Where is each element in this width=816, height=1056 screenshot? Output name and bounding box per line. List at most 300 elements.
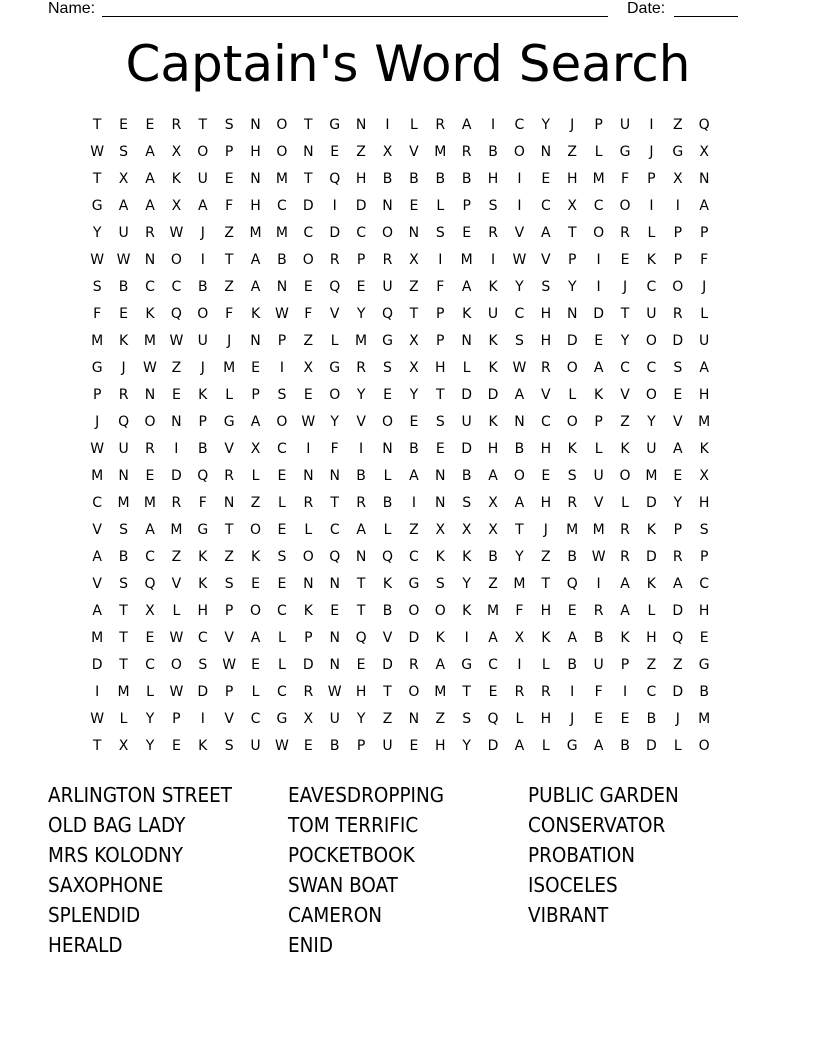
- grid-letter: Z: [409, 279, 419, 295]
- grid-letter: I: [490, 117, 496, 133]
- grid-letter: C: [540, 414, 551, 430]
- grid-letter: X: [672, 171, 683, 187]
- grid-letter: R: [488, 225, 498, 241]
- grid-letter: Y: [673, 495, 683, 511]
- grid-letter: A: [145, 144, 155, 160]
- grid-letter: N: [408, 225, 420, 241]
- grid-letter: E: [435, 441, 445, 457]
- grid-letter: K: [594, 387, 604, 403]
- grid-letter: O: [513, 468, 525, 484]
- grid-letter: L: [146, 684, 154, 700]
- grid-letter: O: [276, 414, 288, 430]
- grid-letter: E: [303, 387, 313, 403]
- grid-letter: M: [91, 333, 104, 349]
- name-label: Name:: [48, 0, 96, 17]
- grid-letter: X: [250, 441, 261, 457]
- grid-letter: P: [462, 198, 471, 214]
- grid-letter: T: [567, 225, 577, 241]
- grid-letter: X: [303, 711, 314, 727]
- grid-letter: C: [277, 684, 287, 700]
- grid-letter: C: [646, 684, 657, 700]
- grid-letter: S: [541, 279, 551, 295]
- grid-letter: S: [277, 387, 287, 403]
- grid-letter: Z: [409, 522, 419, 538]
- word-list-item: MRS KOLODNY: [48, 843, 183, 867]
- grid-letter: S: [515, 333, 524, 349]
- grid-letter: D: [593, 306, 604, 322]
- grid-letter: E: [251, 360, 260, 376]
- grid-letter: N: [540, 144, 552, 160]
- grid-letter: V: [541, 252, 551, 268]
- grid-letter: W: [169, 630, 184, 646]
- grid-letter: J: [649, 144, 654, 160]
- grid-letter: T: [462, 684, 471, 700]
- grid-letter: I: [95, 684, 100, 700]
- grid-letter: N: [171, 414, 182, 430]
- grid-letter: T: [330, 495, 339, 511]
- grid-letter: R: [672, 306, 683, 322]
- grid-letter: P: [224, 603, 234, 619]
- grid-letter: T: [515, 522, 524, 538]
- grid-letter: X: [382, 144, 393, 160]
- grid-letter: W: [301, 414, 316, 430]
- grid-letter: P: [251, 387, 260, 403]
- grid-letter: I: [464, 630, 469, 646]
- grid-letter: E: [251, 576, 260, 592]
- grid-letter: D: [672, 603, 684, 619]
- grid-letter: L: [251, 684, 260, 700]
- date-field-line[interactable]: [674, 0, 738, 17]
- grid-letter: C: [593, 198, 604, 214]
- grid-letter: P: [647, 171, 656, 187]
- grid-letter: W: [169, 225, 184, 241]
- grid-letter: P: [699, 225, 709, 241]
- grid-letter: Z: [672, 117, 683, 133]
- grid-letter: E: [171, 738, 181, 754]
- grid-letter: K: [699, 441, 709, 457]
- grid-letter: M: [592, 522, 605, 538]
- grid-letter: V: [92, 576, 102, 592]
- grid-letter: X: [145, 603, 155, 619]
- word-list-item: SWAN BOAT: [288, 873, 398, 897]
- grid-letter: K: [198, 576, 208, 592]
- grid-letter: O: [302, 252, 314, 268]
- grid-letter: K: [646, 576, 656, 592]
- grid-letter: P: [356, 252, 366, 268]
- grid-letter: R: [435, 117, 446, 133]
- word-list-item: HERALD: [48, 933, 123, 957]
- grid-letter: P: [673, 225, 683, 241]
- grid-letter: D: [197, 684, 209, 700]
- letter-grid: [84, 112, 717, 760]
- grid-letter: E: [462, 225, 472, 241]
- grid-letter: E: [673, 387, 683, 403]
- grid-letter: N: [355, 549, 367, 565]
- grid-letter: D: [329, 225, 341, 241]
- grid-letter: L: [621, 495, 629, 511]
- grid-letter: E: [303, 279, 313, 295]
- grid-letter: Y: [462, 576, 471, 592]
- grid-letter: D: [646, 549, 657, 565]
- grid-letter: S: [462, 711, 472, 727]
- grid-letter: I: [596, 252, 601, 268]
- grid-letter: A: [145, 522, 155, 538]
- grid-letter: V: [224, 630, 234, 646]
- grid-letter: Q: [144, 576, 156, 592]
- grid-letter: U: [250, 738, 261, 754]
- worksheet-header: [48, 0, 748, 20]
- grid-letter: A: [461, 117, 472, 133]
- grid-letter: M: [645, 468, 658, 484]
- grid-letter: O: [513, 144, 525, 160]
- grid-letter: G: [408, 576, 420, 592]
- grid-letter: P: [568, 252, 577, 268]
- grid-letter: E: [594, 333, 604, 349]
- grid-letter: J: [675, 711, 680, 727]
- grid-letter: Q: [329, 549, 341, 565]
- date-label: Date:: [627, 0, 666, 17]
- grid-letter: D: [408, 630, 420, 646]
- grid-letter: T: [224, 252, 234, 268]
- grid-letter: O: [329, 387, 341, 403]
- grid-letter: W: [90, 711, 105, 727]
- grid-letter: N: [144, 252, 156, 268]
- grid-letter: A: [593, 360, 604, 376]
- grid-letter: I: [200, 711, 205, 727]
- name-field-line[interactable]: [102, 0, 608, 17]
- grid-letter: L: [568, 387, 577, 403]
- grid-letter: K: [462, 549, 472, 565]
- grid-letter: H: [540, 441, 552, 457]
- grid-letter: C: [197, 630, 208, 646]
- grid-letter: F: [594, 684, 603, 700]
- grid-letter: T: [541, 576, 551, 592]
- grid-letter: Y: [462, 738, 471, 754]
- grid-letter: B: [488, 144, 498, 160]
- grid-letter: A: [567, 630, 578, 646]
- grid-letter: S: [92, 279, 102, 295]
- grid-letter: E: [145, 117, 155, 133]
- grid-letter: P: [224, 684, 234, 700]
- grid-letter: B: [461, 171, 472, 187]
- grid-letter: U: [699, 333, 710, 349]
- grid-letter: K: [488, 414, 498, 430]
- grid-letter: H: [250, 198, 261, 214]
- grid-letter: W: [591, 549, 606, 565]
- grid-letter: A: [541, 225, 551, 241]
- grid-letter: L: [383, 468, 392, 484]
- grid-letter: K: [620, 441, 630, 457]
- grid-letter: T: [409, 306, 419, 322]
- grid-letter: S: [224, 738, 234, 754]
- grid-letter: N: [303, 468, 314, 484]
- grid-letter: K: [198, 387, 208, 403]
- grid-letter: I: [596, 279, 601, 295]
- grid-letter: H: [197, 603, 209, 619]
- grid-letter: S: [567, 468, 577, 484]
- grid-letter: N: [144, 387, 156, 403]
- grid-letter: G: [91, 360, 103, 376]
- grid-letter: A: [514, 495, 525, 511]
- grid-letter: I: [438, 252, 443, 268]
- grid-letter: X: [699, 468, 709, 484]
- word-column: [48, 780, 288, 960]
- grid-letter: D: [461, 387, 473, 403]
- grid-letter: O: [408, 684, 420, 700]
- grid-letter: Q: [329, 279, 341, 295]
- grid-letter: S: [277, 549, 287, 565]
- word-list-item: POCKETBOOK: [288, 843, 415, 867]
- grid-letter: K: [646, 252, 656, 268]
- grid-letter: A: [593, 738, 604, 754]
- grid-letter: D: [91, 657, 103, 673]
- grid-letter: Y: [541, 117, 551, 133]
- grid-letter: T: [304, 117, 313, 133]
- word-list-item: PUBLIC GARDEN: [528, 783, 679, 807]
- grid-letter: K: [462, 306, 472, 322]
- grid-letter: H: [698, 603, 710, 619]
- grid-letter: M: [249, 225, 262, 241]
- grid-letter: D: [170, 468, 182, 484]
- grid-letter: N: [355, 117, 367, 133]
- grid-letter: L: [409, 117, 418, 133]
- grid-letter: O: [170, 252, 182, 268]
- grid-letter: M: [566, 522, 579, 538]
- grid-letter: Y: [356, 387, 366, 403]
- grid-letter: Q: [487, 711, 499, 727]
- grid-letter: V: [224, 441, 234, 457]
- grid-letter: R: [303, 684, 314, 700]
- grid-letter: K: [145, 306, 155, 322]
- grid-letter: C: [277, 603, 287, 619]
- grid-letter: N: [250, 117, 261, 133]
- grid-letter: R: [620, 522, 630, 538]
- grid-letter: B: [409, 171, 419, 187]
- grid-letter: A: [197, 198, 208, 214]
- grid-letter: U: [118, 225, 129, 241]
- grid-letter: P: [594, 117, 603, 133]
- grid-letter: Q: [566, 576, 578, 592]
- grid-letter: V: [514, 225, 525, 241]
- grid-letter: L: [330, 333, 339, 349]
- grid-letter: J: [200, 225, 205, 241]
- grid-letter: J: [121, 360, 126, 376]
- grid-letter: F: [436, 279, 445, 295]
- grid-letter: F: [198, 495, 207, 511]
- grid-letter: W: [143, 360, 157, 376]
- grid-letter: B: [356, 468, 366, 484]
- grid-letter: Y: [356, 711, 366, 727]
- grid-letter: W: [116, 252, 131, 268]
- grid-letter: H: [355, 684, 367, 700]
- grid-letter: E: [620, 711, 630, 727]
- grid-letter: H: [540, 495, 552, 511]
- grid-letter: N: [435, 495, 446, 511]
- grid-letter: X: [171, 198, 182, 214]
- grid-letter: G: [329, 117, 341, 133]
- grid-letter: X: [118, 171, 129, 187]
- grid-letter: B: [620, 738, 630, 754]
- grid-letter: K: [646, 522, 656, 538]
- grid-letter: Q: [672, 630, 684, 646]
- grid-letter: A: [488, 630, 498, 646]
- grid-letter: U: [382, 738, 393, 754]
- grid-letter: A: [514, 738, 525, 754]
- grid-letter: L: [515, 711, 524, 727]
- word-list-item: PROBATION: [528, 843, 636, 867]
- grid-letter: T: [383, 684, 392, 700]
- grid-letter: P: [356, 738, 366, 754]
- grid-letter: I: [174, 441, 179, 457]
- grid-letter: T: [356, 576, 366, 592]
- grid-letter: R: [461, 144, 472, 160]
- word-list-item: ARLINGTON STREET: [48, 783, 232, 807]
- grid-letter: Z: [488, 576, 498, 592]
- grid-letter: M: [513, 576, 526, 592]
- grid-letter: L: [700, 306, 709, 322]
- grid-letter: D: [487, 738, 499, 754]
- grid-letter: N: [382, 198, 393, 214]
- grid-letter: K: [567, 441, 577, 457]
- grid-letter: U: [382, 279, 393, 295]
- grid-letter: Q: [381, 306, 393, 322]
- grid-letter: J: [570, 117, 575, 133]
- grid-letter: I: [306, 441, 311, 457]
- grid-letter: T: [92, 738, 102, 754]
- grid-letter: B: [197, 279, 208, 295]
- grid-letter: Q: [355, 630, 367, 646]
- grid-letter: A: [250, 630, 261, 646]
- grid-letter: C: [514, 306, 525, 322]
- grid-letter: D: [566, 333, 578, 349]
- grid-letter: F: [515, 603, 524, 619]
- grid-letter: T: [92, 171, 102, 187]
- grid-letter: Y: [647, 414, 656, 430]
- word-list-item: TOM TERRIFIC: [288, 813, 419, 837]
- grid-letter: B: [488, 549, 498, 565]
- word-column: [528, 780, 768, 960]
- grid-letter: K: [488, 333, 498, 349]
- grid-letter: H: [487, 441, 499, 457]
- grid-letter: A: [250, 414, 261, 430]
- grid-letter: E: [594, 711, 604, 727]
- grid-letter: L: [278, 657, 286, 673]
- grid-letter: A: [250, 279, 261, 295]
- grid-letter: G: [619, 144, 631, 160]
- grid-letter: X: [488, 495, 498, 511]
- grid-letter: A: [409, 468, 419, 484]
- grid-letter: Y: [330, 414, 339, 430]
- grid-letter: U: [487, 306, 499, 322]
- grid-letter: C: [145, 657, 155, 673]
- grid-letter: L: [594, 144, 603, 160]
- grid-letter: E: [541, 171, 551, 187]
- grid-letter: D: [487, 387, 499, 403]
- grid-letter: I: [332, 198, 337, 214]
- grid-letter: T: [198, 117, 208, 133]
- grid-letter: C: [277, 441, 287, 457]
- grid-letter: O: [197, 144, 209, 160]
- grid-letter: S: [119, 144, 129, 160]
- grid-letter: V: [92, 522, 102, 538]
- grid-letter: L: [278, 630, 286, 646]
- grid-letter: B: [409, 441, 419, 457]
- grid-letter: Y: [409, 387, 419, 403]
- grid-letter: I: [359, 441, 364, 457]
- grid-letter: S: [224, 117, 234, 133]
- grid-letter: L: [278, 495, 286, 511]
- grid-letter: I: [622, 684, 628, 700]
- grid-letter: J: [95, 414, 100, 430]
- grid-letter: J: [227, 333, 232, 349]
- grid-letter: O: [593, 225, 605, 241]
- grid-letter: A: [92, 549, 102, 565]
- grid-letter: C: [303, 225, 314, 241]
- grid-letter: V: [382, 630, 393, 646]
- grid-letter: V: [620, 387, 630, 403]
- grid-letter: I: [517, 657, 522, 673]
- grid-letter: S: [119, 522, 129, 538]
- grid-letter: A: [145, 171, 155, 187]
- grid-letter: K: [541, 630, 551, 646]
- grid-letter: N: [566, 306, 578, 322]
- grid-letter: R: [118, 387, 129, 403]
- grid-letter: J: [200, 360, 205, 376]
- grid-letter: M: [117, 684, 130, 700]
- grid-letter: T: [119, 657, 128, 673]
- grid-letter: I: [411, 495, 416, 511]
- page-title: Captain's Word Search: [125, 35, 691, 93]
- grid-letter: Y: [145, 738, 155, 754]
- grid-letter: X: [118, 738, 129, 754]
- grid-letter: I: [490, 252, 496, 268]
- grid-letter: X: [171, 144, 182, 160]
- grid-letter: E: [356, 657, 366, 673]
- grid-letter: H: [646, 630, 657, 646]
- grid-letter: T: [119, 630, 128, 646]
- word-list-item: EAVESDROPPING: [288, 783, 445, 807]
- grid-letter: P: [436, 333, 445, 349]
- grid-letter: W: [90, 144, 105, 160]
- grid-letter: T: [304, 171, 313, 187]
- grid-letter: A: [145, 198, 155, 214]
- grid-letter: O: [144, 414, 156, 430]
- grid-letter: M: [460, 252, 473, 268]
- grid-letter: P: [92, 387, 102, 403]
- grid-letter: X: [409, 252, 419, 268]
- grid-letter: W: [275, 306, 289, 322]
- grid-letter: S: [462, 495, 472, 511]
- grid-letter: X: [488, 522, 498, 538]
- grid-letter: F: [700, 252, 709, 268]
- grid-letter: N: [514, 414, 525, 430]
- grid-letter: S: [673, 360, 683, 376]
- grid-letter: P: [673, 522, 683, 538]
- grid-letter: B: [329, 738, 340, 754]
- grid-letter: D: [382, 657, 393, 673]
- grid-letter: R: [145, 225, 155, 241]
- grid-letter: O: [170, 657, 182, 673]
- grid-letter: W: [512, 360, 527, 376]
- grid-letter: P: [172, 711, 181, 727]
- grid-letter: M: [487, 603, 500, 619]
- grid-letter: V: [673, 414, 683, 430]
- grid-letter: N: [435, 468, 446, 484]
- grid-letter: R: [567, 495, 578, 511]
- grid-letter: B: [646, 711, 657, 727]
- grid-letter: H: [698, 387, 710, 403]
- grid-letter: A: [92, 603, 102, 619]
